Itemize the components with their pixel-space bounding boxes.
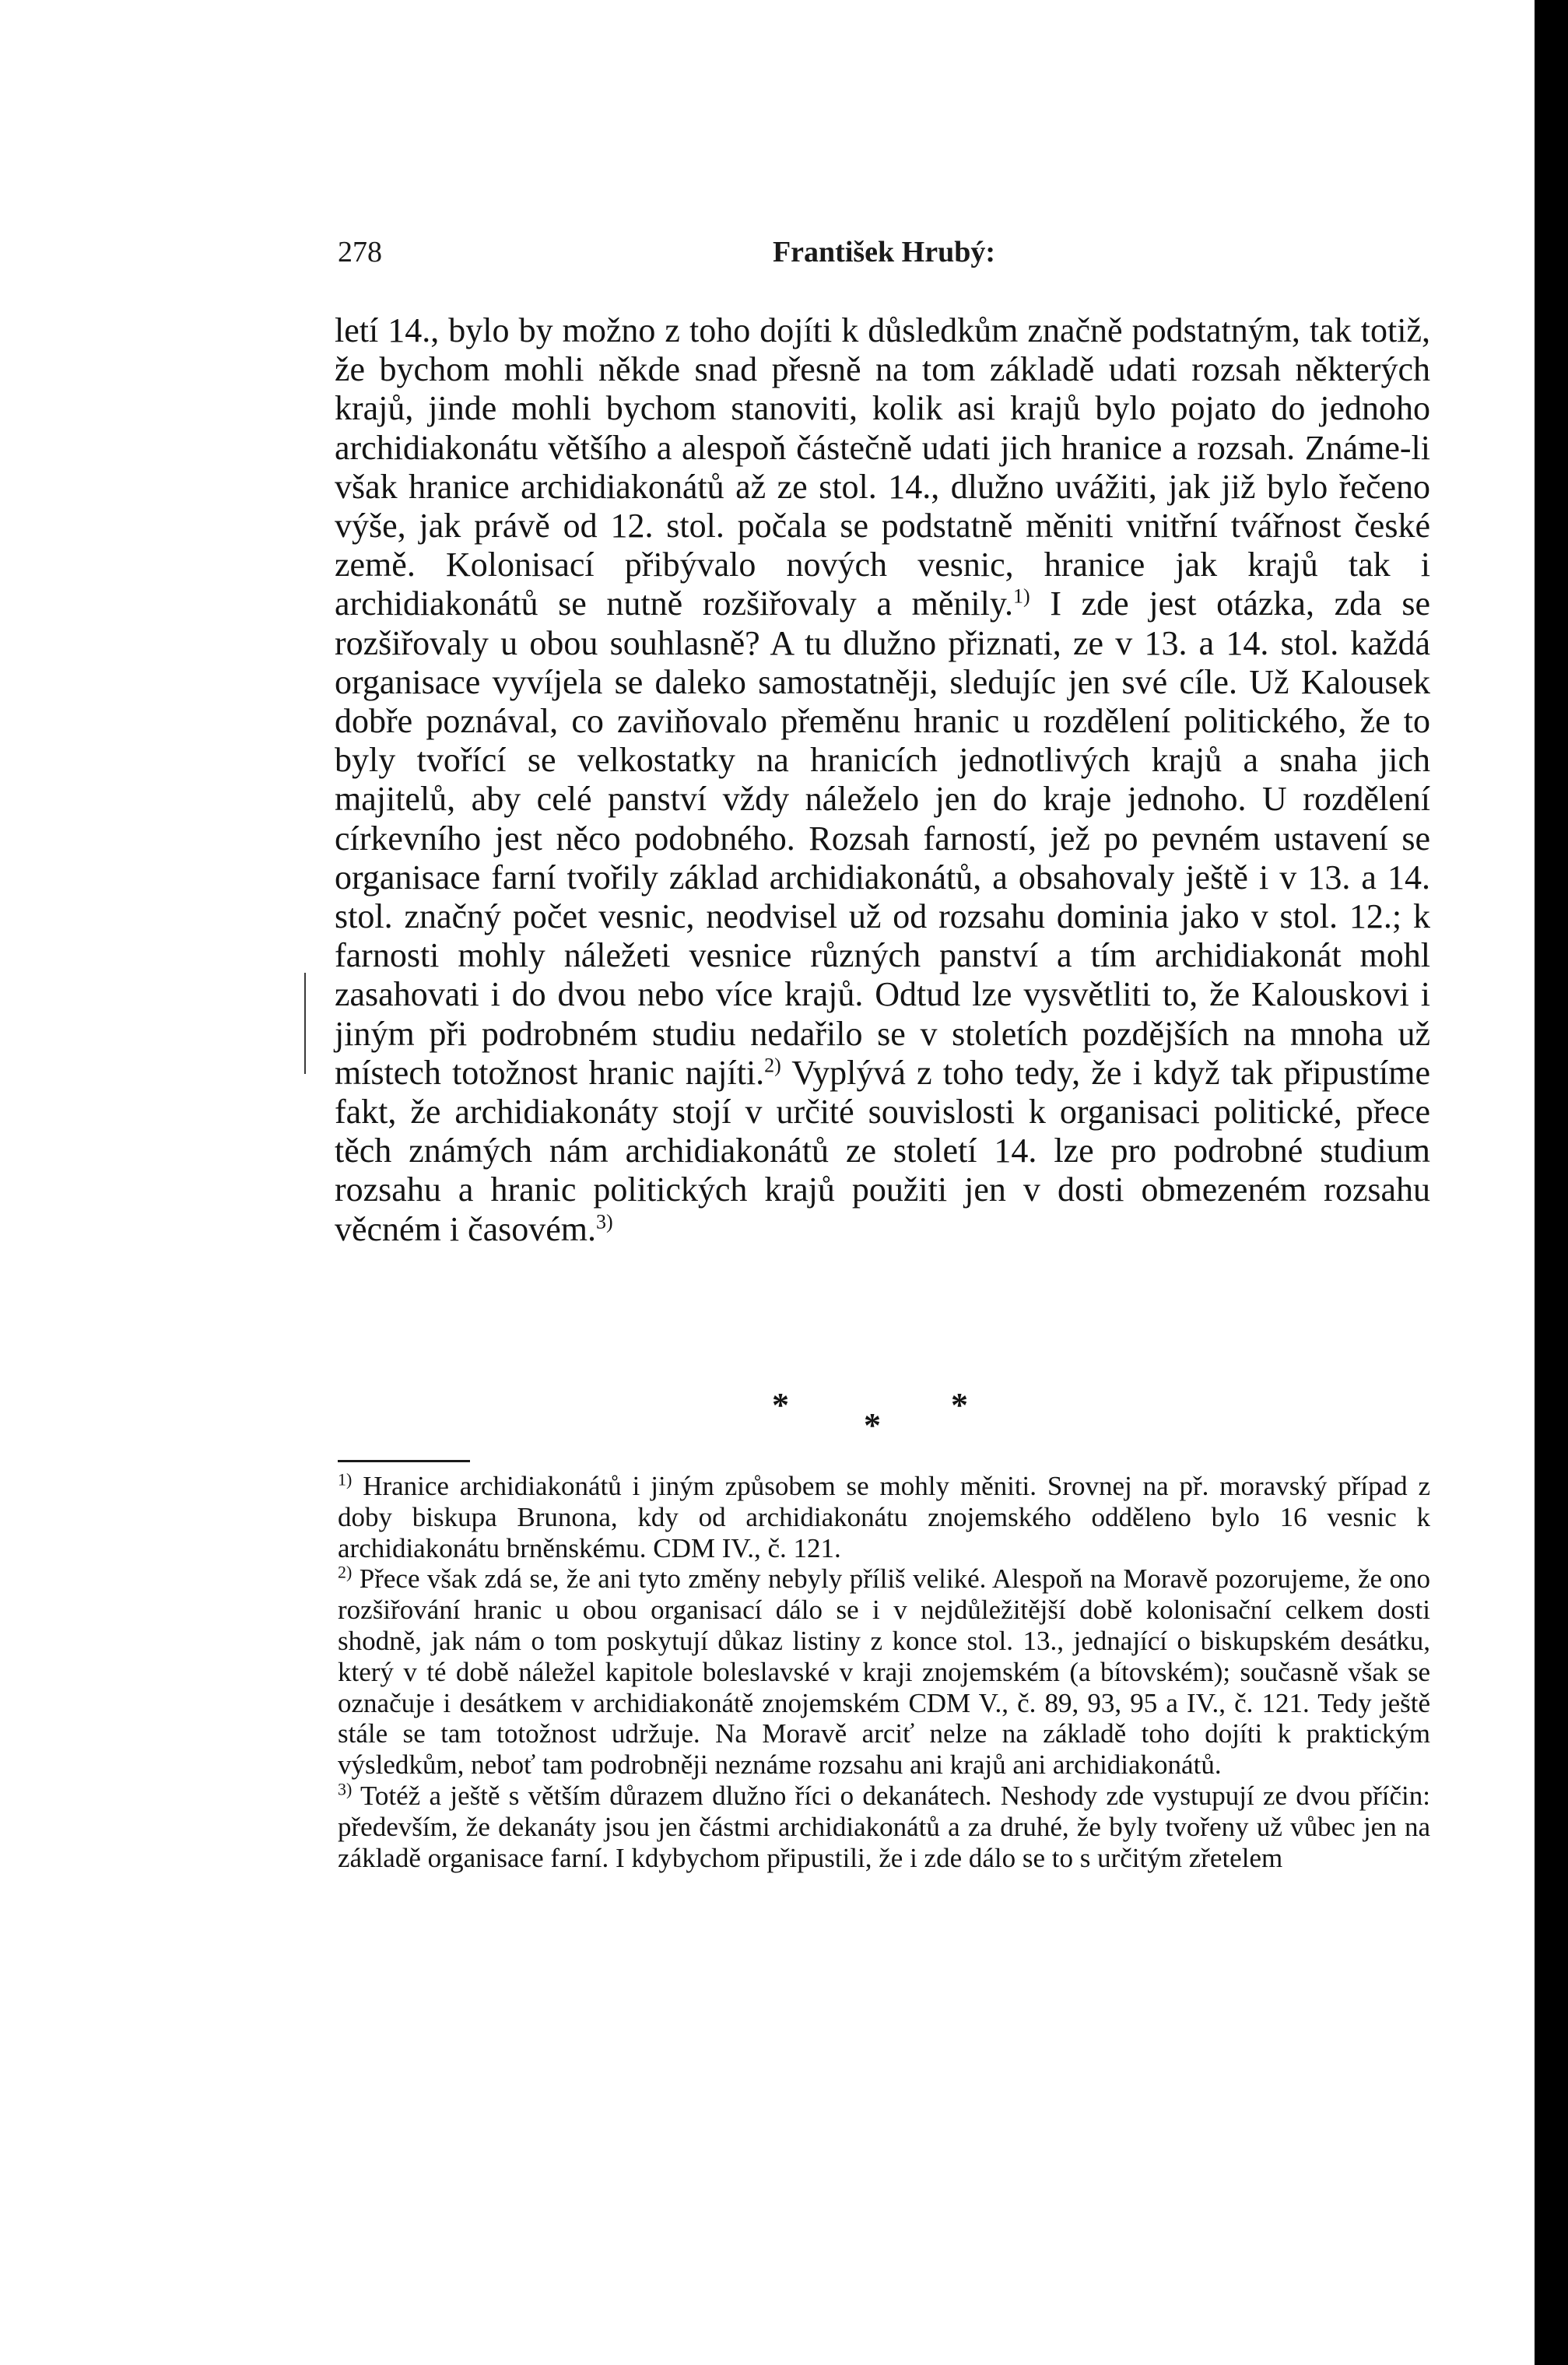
asterisk: * (772, 1386, 789, 1424)
footnote-text: Hranice archidiakonátů i jiným způsobem se mohly měniti. Srovnej na př. moravský případ z doby biskupa Brunona, kdy od archidiakonátu znojemského odděleno bylo 16 vesnic k archidiakonátu brněnskému. CDM IV., č. 121. (338, 1471, 1430, 1563)
scan-border (1535, 0, 1568, 2365)
paragraph-text-part-2: I zde jest otázka, zda se rozšiřovaly u obou souhlasně? A tu dlužno přiznati, ze v 13. a 14. stol. každá organisace vyvíjela se daleko samostatněji, sledujíc jen své cíle. Už Kalousek dobře poznával, co zaviňovalo přeměnu hranic u rozdělení politického, že to byly tvořící se velkostatky na hranicích jednotlivých krajů a snaha jich majitelů, aby celé panství vždy náleželo jen do kraje jednoho. U rozdělení církevního jest něco podobného. Rozsah farností, jež po pevném ustavení se organisace farní tvořily základ archidiakonátů, a obsahovaly ještě i v 13. a 14. stol. značný počet vesnic, neodvisel už od rozsahu dominia jako v stol. 12.; k farnosti mohly náležeti vesnice různých panství a tím archidiakonát mohl zasahovati i do dvou nebo více krajů. Odtud lze vysvětliti to, že Kalouskovi i jiným při podrobném studiu nedařilo se v stoletích pozdějších na mnoha už místech totožnost hranic najíti. (335, 584, 1430, 1092)
footnote-divider (338, 1460, 470, 1462)
page-header (338, 235, 1430, 279)
footnote-2 (338, 1563, 1430, 1781)
footnote-mark: 3) (338, 1779, 353, 1799)
section-break-asterism (739, 1385, 1004, 1444)
footnote-mark: 2) (338, 1562, 353, 1582)
footnote-reference-2: 2) (764, 1054, 781, 1077)
footnote-text: Přece však zdá se, že ani tyto změny nebyly příliš veliké. Alespoň na Moravě pozorujeme, že ono rozšiřování hranic u obou organisací dálo se i v nejdůležitější době kolonisační celkem dosti shodně, jak nám o tom poskytují důkaz listiny z konce stol. 13., jednající o biskupském desátku, který v té době náležel kapitole boleslavské v kraji znojemském (a bítovském); současně však se označuje i desátkem v archidiakonátě znojemském CDM V., č. 89, 93, 95 a IV., č. 121. Tedy ještě stále se tam totožnost udržuje. Na Moravě arciť nelze na základě toho dojíti k praktickým výsledkům, neboť tam podrobněji neznáme rozsahu ani krajů ani archidiakonátů. (338, 1563, 1430, 1781)
footnotes (338, 1471, 1430, 1873)
footnote-text: Totéž a ještě s větším důrazem dlužno říci o dekanátech. Neshody zde vystupují ze dvou příčin: především, že dekanáty jsou jen částmi archidiakonátů a za druhé, že byly tvořeny už vůbec jen na základě organisace farní. I kdybychom připustili, že i zde dálo se to s určitým zřetelem (338, 1780, 1430, 1873)
footnote-mark: 1) (338, 1469, 353, 1490)
margin-pencil-mark (304, 973, 306, 1074)
paragraph-text-part-1: letí 14., bylo by možno z toho dojíti k důsledkům značně podstatným, tak totiž, že bychom mohli někde snad přesně na tom základě udati rozsah některých krajů, jinde mohli bychom stanoviti, kolik asi krajů bylo pojato do jednoho archidiakonátu většího a alespoň částečně udati jich hranice a rozsah. Známe-li však hranice archidiakonátů až ze stol. 14., dlužno uvážiti, jak již bylo řečeno výše, jak právě od 12. stol. počala se podstatně měniti vnitřní tvářnost české země. Kolonisací přibývalo nových vesnic, hranice jak krajů tak i archidiakonátů se nutně rozšiřovaly a měnily. (335, 311, 1430, 623)
footnote-1 (338, 1471, 1430, 1563)
asterisk: * (864, 1406, 881, 1444)
page-number: 278 (338, 236, 382, 268)
main-paragraph (335, 311, 1430, 1249)
footnote-reference-3: 3) (595, 1210, 613, 1233)
asterisk: * (951, 1386, 968, 1424)
running-head: František Hrubý: (772, 236, 996, 268)
footnote-reference-1: 1) (1012, 584, 1030, 608)
paragraph-text-part-3: Vyplývá z toho tedy, že i když tak připustíme fakt, že archidiakonáty stojí v určité souvislosti k organisaci politické, přece těch známých nám archidiakonátů ze století 14. lze pro podrobné studium rozsahu a hranic politických krajů použiti jen v dosti obmezeném rozsahu věcném i časovém. (335, 1053, 1430, 1248)
footnote-3 (338, 1781, 1430, 1873)
